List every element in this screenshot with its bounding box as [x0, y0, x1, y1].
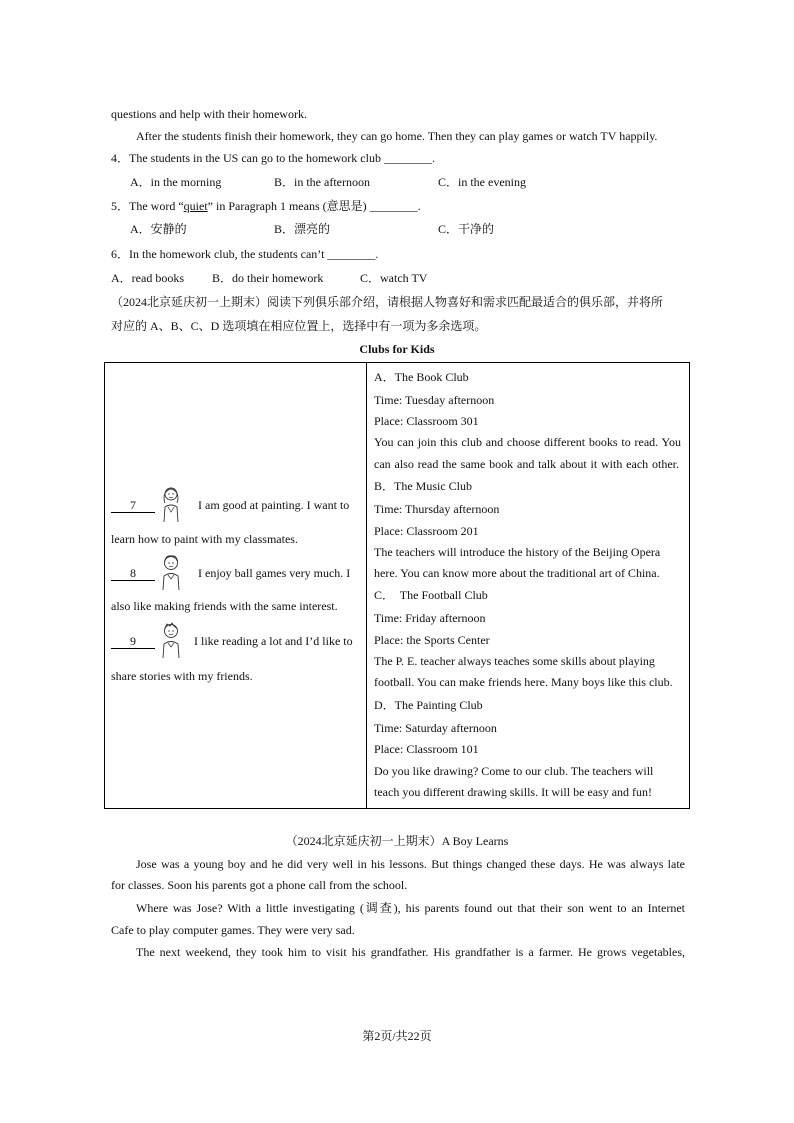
question-5-option-b: B．漂亮的 [274, 222, 331, 236]
passage2-line: Jose was a young boy and he did very well in his lessons. But things changed these days. He was always late [136, 857, 685, 871]
club-c-place: Place: the Sports Center [374, 633, 490, 647]
answer-blank-9[interactable]: 9 [111, 635, 155, 649]
answer-blank-8[interactable]: 8 [111, 567, 155, 581]
passage1-line: After the students finish their homework, they can go home. Then they can play games or watch TV happily. [136, 129, 658, 143]
clubs-title: Clubs for Kids [359, 342, 435, 356]
person-9-line1: I like reading a lot and I’d like to [194, 634, 353, 648]
boy-figure-icon [158, 553, 184, 591]
club-b-desc: here. You can know more about the traditional art of China. [374, 566, 660, 580]
person-8-line2: also like making friends with the same interest. [111, 599, 338, 613]
person-9-blank[interactable] [111, 634, 155, 649]
question-5-option-a: A．安静的 [130, 222, 187, 236]
girl-figure-icon [158, 485, 184, 523]
question-4-stem: 4．The students in the US can go to the homework club ________. [111, 151, 435, 165]
question-4-option-c: C．in the evening [438, 175, 526, 189]
club-a-name: A．The Book Club [374, 370, 469, 384]
person-7-line2: learn how to paint with my classmates. [111, 532, 298, 546]
club-a-place: Place: Classroom 301 [374, 414, 479, 428]
club-c-time: Time: Friday afternoon [374, 611, 486, 625]
club-c-desc: The P. E. teacher always teaches some skills about playing [374, 654, 655, 668]
club-d-time: Time: Saturday afternoon [374, 721, 497, 735]
instructions-line: （2024北京延庆初一上期末）阅读下列俱乐部介绍，请根据人物喜好和需求匹配最适合的俱乐部，并将所 [111, 295, 664, 309]
passage2-title: （2024北京延庆初一上期末）A Boy Learns [285, 834, 509, 848]
club-a-desc: You can join this club and choose different books to read. You [374, 435, 681, 449]
person-7-blank[interactable] [111, 498, 155, 513]
club-a-desc: can also read the same book and talk about it with each other. [374, 457, 679, 471]
instructions-line: 对应的 A、B、C、D 选项填在相应位置上，选择中有一项为多余选项。 [111, 319, 487, 333]
boy-figure-icon-svg [158, 553, 184, 591]
person-7-line1: I am good at painting. I want to [198, 498, 350, 512]
question-4-option-a: A．in the morning [130, 175, 222, 189]
club-d-desc: Do you like drawing? Come to our club. The teachers will [374, 764, 654, 778]
question-5-stem: 5．The word “quiet” in Paragraph 1 means (意思是) ________. [111, 199, 421, 213]
club-c-name: C． The Football Club [374, 588, 488, 602]
question-6-stem: 6．In the homework club, the students can’t ________. [111, 247, 379, 261]
question-6-option-b: B．do their homework [212, 271, 324, 285]
person-8-line1: I enjoy ball games very much. I [198, 566, 351, 580]
person-9-line2: share stories with my friends. [111, 669, 253, 683]
club-b-time: Time: Thursday afternoon [374, 502, 500, 516]
passage2-line: Where was Jose? With a little investigating (调查), his parents found out that their son went to an Internet [136, 901, 685, 915]
answer-blank-7[interactable]: 7 [111, 499, 155, 513]
passage2-line: The next weekend, they took him to visit his grandfather. His grandfather is a farmer. He grows vegetables, [136, 945, 685, 959]
person-8-blank[interactable] [111, 566, 155, 581]
club-b-place: Place: Classroom 201 [374, 524, 479, 538]
club-b-desc: The teachers will introduce the history of the Beijing Opera [374, 545, 661, 559]
club-d-name: D．The Painting Club [374, 698, 483, 712]
club-a-time: Time: Tuesday afternoon [374, 393, 495, 407]
table-divider [366, 362, 367, 809]
question-6-option-c: C．watch TV [360, 271, 428, 285]
club-d-desc: teach you different drawing skills. It will be easy and fun! [374, 785, 653, 799]
question-6-option-a: A．read books [111, 271, 184, 285]
question-5-option-c: C．干净的 [438, 222, 495, 236]
club-d-place: Place: Classroom 101 [374, 742, 479, 756]
passage2-line: Cafe to play computer games. They were very sad. [111, 923, 355, 937]
question-5-keyword: quiet [183, 199, 208, 213]
passage1-line: questions and help with their homework. [111, 107, 307, 121]
passage2-line: for classes. Soon his parents got a phone call from the school. [111, 878, 408, 892]
boy-figure-icon-svg [158, 621, 184, 659]
page-footer: 第2页/共22页 [362, 1029, 432, 1043]
question-4-option-b: B．in the afternoon [274, 175, 370, 189]
girl-figure-icon-svg [158, 485, 184, 523]
club-b-name: B．The Music Club [374, 479, 472, 493]
club-c-desc: football. You can make friends here. Many boys like this club. [374, 675, 673, 689]
boy-figure-icon [158, 621, 184, 659]
